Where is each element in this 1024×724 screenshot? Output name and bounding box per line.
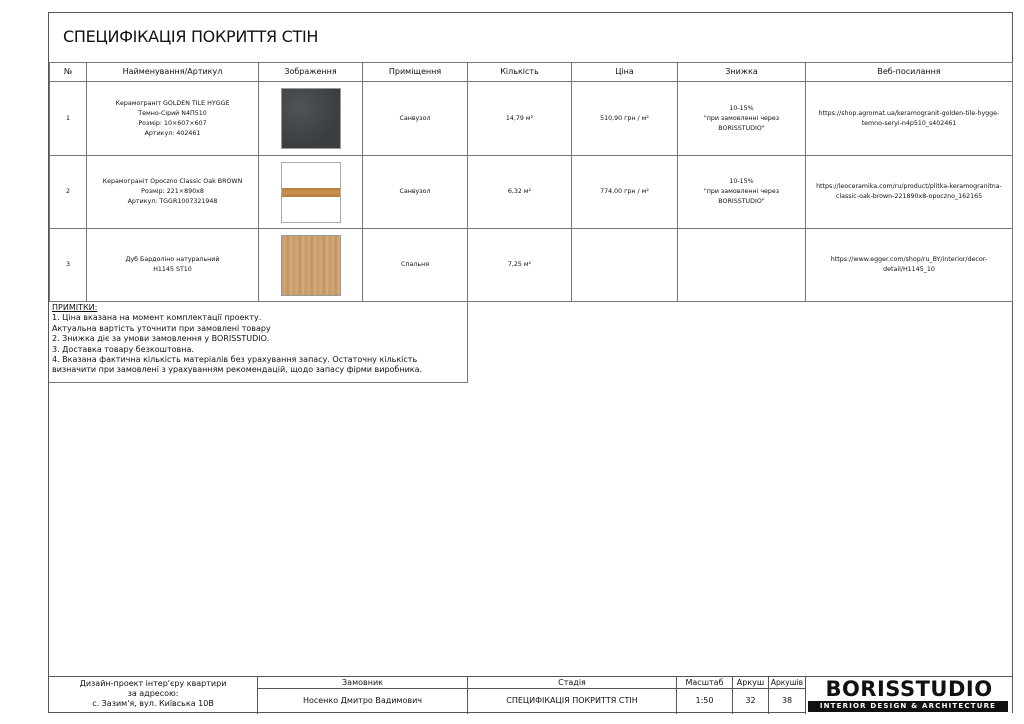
note-line: 1. Ціна вказана на момент комплектації проекту. xyxy=(52,313,262,323)
row-qty: 6,32 м² xyxy=(468,156,572,229)
col-header-qty: Кількість xyxy=(468,63,572,82)
client-label: Замовник xyxy=(258,677,468,689)
note-line: 4. Вказана фактична кількість матеріалів без урахування запасу. Остаточну кількість xyxy=(52,355,418,365)
row-discount xyxy=(678,156,806,229)
table-row xyxy=(50,156,1013,229)
address-line: с. Зазим'я, вул. Київська 10В xyxy=(92,699,214,708)
notes-block xyxy=(49,301,468,383)
link-line[interactable]: https://www.egger.com/shop/ru_BY/interior/decor- xyxy=(830,256,988,263)
row-num: 3 xyxy=(50,229,87,302)
table-row xyxy=(50,82,1013,156)
note-line: визначити при замовлені з урахуванням рекомендацій, щодо запасу фірми виробника. xyxy=(52,365,423,375)
discount-line: BORISSTUDIO" xyxy=(718,124,765,132)
scale-label: Масштаб xyxy=(677,677,733,689)
discount-line: "при замовленні через xyxy=(703,188,780,195)
row-image xyxy=(259,156,363,229)
logo-main-text: BORISSTUDIO xyxy=(825,677,993,701)
borisstudio-logo xyxy=(806,677,1012,714)
name-line: Дуб Бардоліно натуральний xyxy=(125,256,220,263)
oak-wood-panel-image xyxy=(281,235,341,296)
col-header-num: № xyxy=(50,63,87,82)
discount-line: BORISSTUDIO" xyxy=(718,198,765,205)
project-address xyxy=(49,677,258,714)
oak-plank-tile-image xyxy=(281,162,341,223)
col-header-link: Веб-посилання xyxy=(806,63,1013,82)
row-price xyxy=(572,229,678,302)
col-header-discount: Знижка xyxy=(678,63,806,82)
row-link[interactable] xyxy=(806,82,1013,156)
table-header-row xyxy=(50,63,1013,82)
col-header-name: Найменування/Артикул xyxy=(87,63,259,82)
name-line: Керамограніт GOLDEN TILE HYGGE xyxy=(115,99,230,107)
address-line: за адресою: xyxy=(127,689,179,698)
row-discount xyxy=(678,229,806,302)
row-image xyxy=(259,82,363,156)
note-line: Актуальна вартість уточнити при замовлені товару xyxy=(52,323,271,333)
note-line: 2. Знижка діє за умови замовлення у BORISSTUDIO. xyxy=(52,334,270,344)
row-link[interactable] xyxy=(806,229,1013,302)
row-name xyxy=(87,229,259,302)
stage-value: СПЕЦИФІКАЦІЯ ПОКРИТТЯ СТІН xyxy=(468,689,677,714)
col-header-room: Приміщення xyxy=(363,63,468,82)
discount-line: "при замовленні через xyxy=(703,114,780,122)
row-room: Санвузол xyxy=(363,156,468,229)
specification-table xyxy=(49,62,1013,302)
row-discount xyxy=(678,82,806,156)
client-value: Носенко Дмитро Вадимович xyxy=(258,689,468,714)
note-line: 3. Доставка товару безкоштовна. xyxy=(52,344,194,354)
row-num: 1 xyxy=(50,82,87,156)
link-line[interactable]: detail/H1145_10 xyxy=(883,266,935,273)
row-room: Санвузол xyxy=(363,82,468,156)
name-line: Керамограніт Opoczno Classic Oak BROWN xyxy=(102,178,243,185)
row-room: Спальня xyxy=(363,229,468,302)
col-header-image: Зображення xyxy=(259,63,363,82)
link-line[interactable]: classic-oak-brown-221890x8-opoczno_162165 xyxy=(835,193,983,200)
logo-subtitle: INTERIOR DESIGN & ARCHITECTURE xyxy=(808,701,1008,712)
title-block xyxy=(49,676,1012,714)
row-num: 2 xyxy=(50,156,87,229)
row-image xyxy=(259,229,363,302)
sheet-value: 32 xyxy=(733,689,769,714)
sheet-label: Аркуш xyxy=(733,677,769,689)
address-line: Дизайн-проект інтер'єру квартири xyxy=(79,679,227,688)
name-line: H1145 ST10 xyxy=(153,266,192,273)
discount-line: 10-15% xyxy=(729,178,754,185)
scale-value: 1:50 xyxy=(677,689,733,714)
sheets-value: 38 xyxy=(769,689,806,714)
drawing-sheet xyxy=(48,12,1013,713)
row-price: 774,00 грн / м² xyxy=(572,156,678,229)
name-line: Розмір: 221×890х8 xyxy=(141,188,204,195)
row-link[interactable] xyxy=(806,156,1013,229)
row-price: 510,90 грн / м² xyxy=(572,82,678,156)
link-line[interactable]: temno-seryi-n4p510_s402461 xyxy=(861,119,957,127)
col-header-price: Ціна xyxy=(572,63,678,82)
row-name xyxy=(87,82,259,156)
name-line: Артикул: TGGR1007321948 xyxy=(127,198,218,205)
name-line: Артикул: 402461 xyxy=(144,129,201,137)
link-line[interactable]: https://shop.agromat.ua/keramogranit-golden-tile-hygge- xyxy=(818,109,1000,117)
page-title: СПЕЦИФІКАЦІЯ ПОКРИТТЯ СТІН xyxy=(63,27,319,46)
dark-grey-tile-image xyxy=(281,88,341,149)
stage-label: Стадія xyxy=(468,677,677,689)
name-line: Розмір: 10×607×607 xyxy=(138,119,207,127)
table-row xyxy=(50,229,1013,302)
link-line[interactable]: https://leoceramika.com/ru/product/plitka-keramogranitna- xyxy=(816,183,1002,190)
notes-heading: ПРИМІТКИ: xyxy=(52,303,98,312)
discount-line: 10-15% xyxy=(729,104,754,112)
row-qty: 14,79 м² xyxy=(468,82,572,156)
name-line: Темно-Сірий N4П510 xyxy=(138,109,207,117)
sheets-label: Аркушів xyxy=(769,677,806,689)
row-name xyxy=(87,156,259,229)
row-qty: 7,25 м² xyxy=(468,229,572,302)
